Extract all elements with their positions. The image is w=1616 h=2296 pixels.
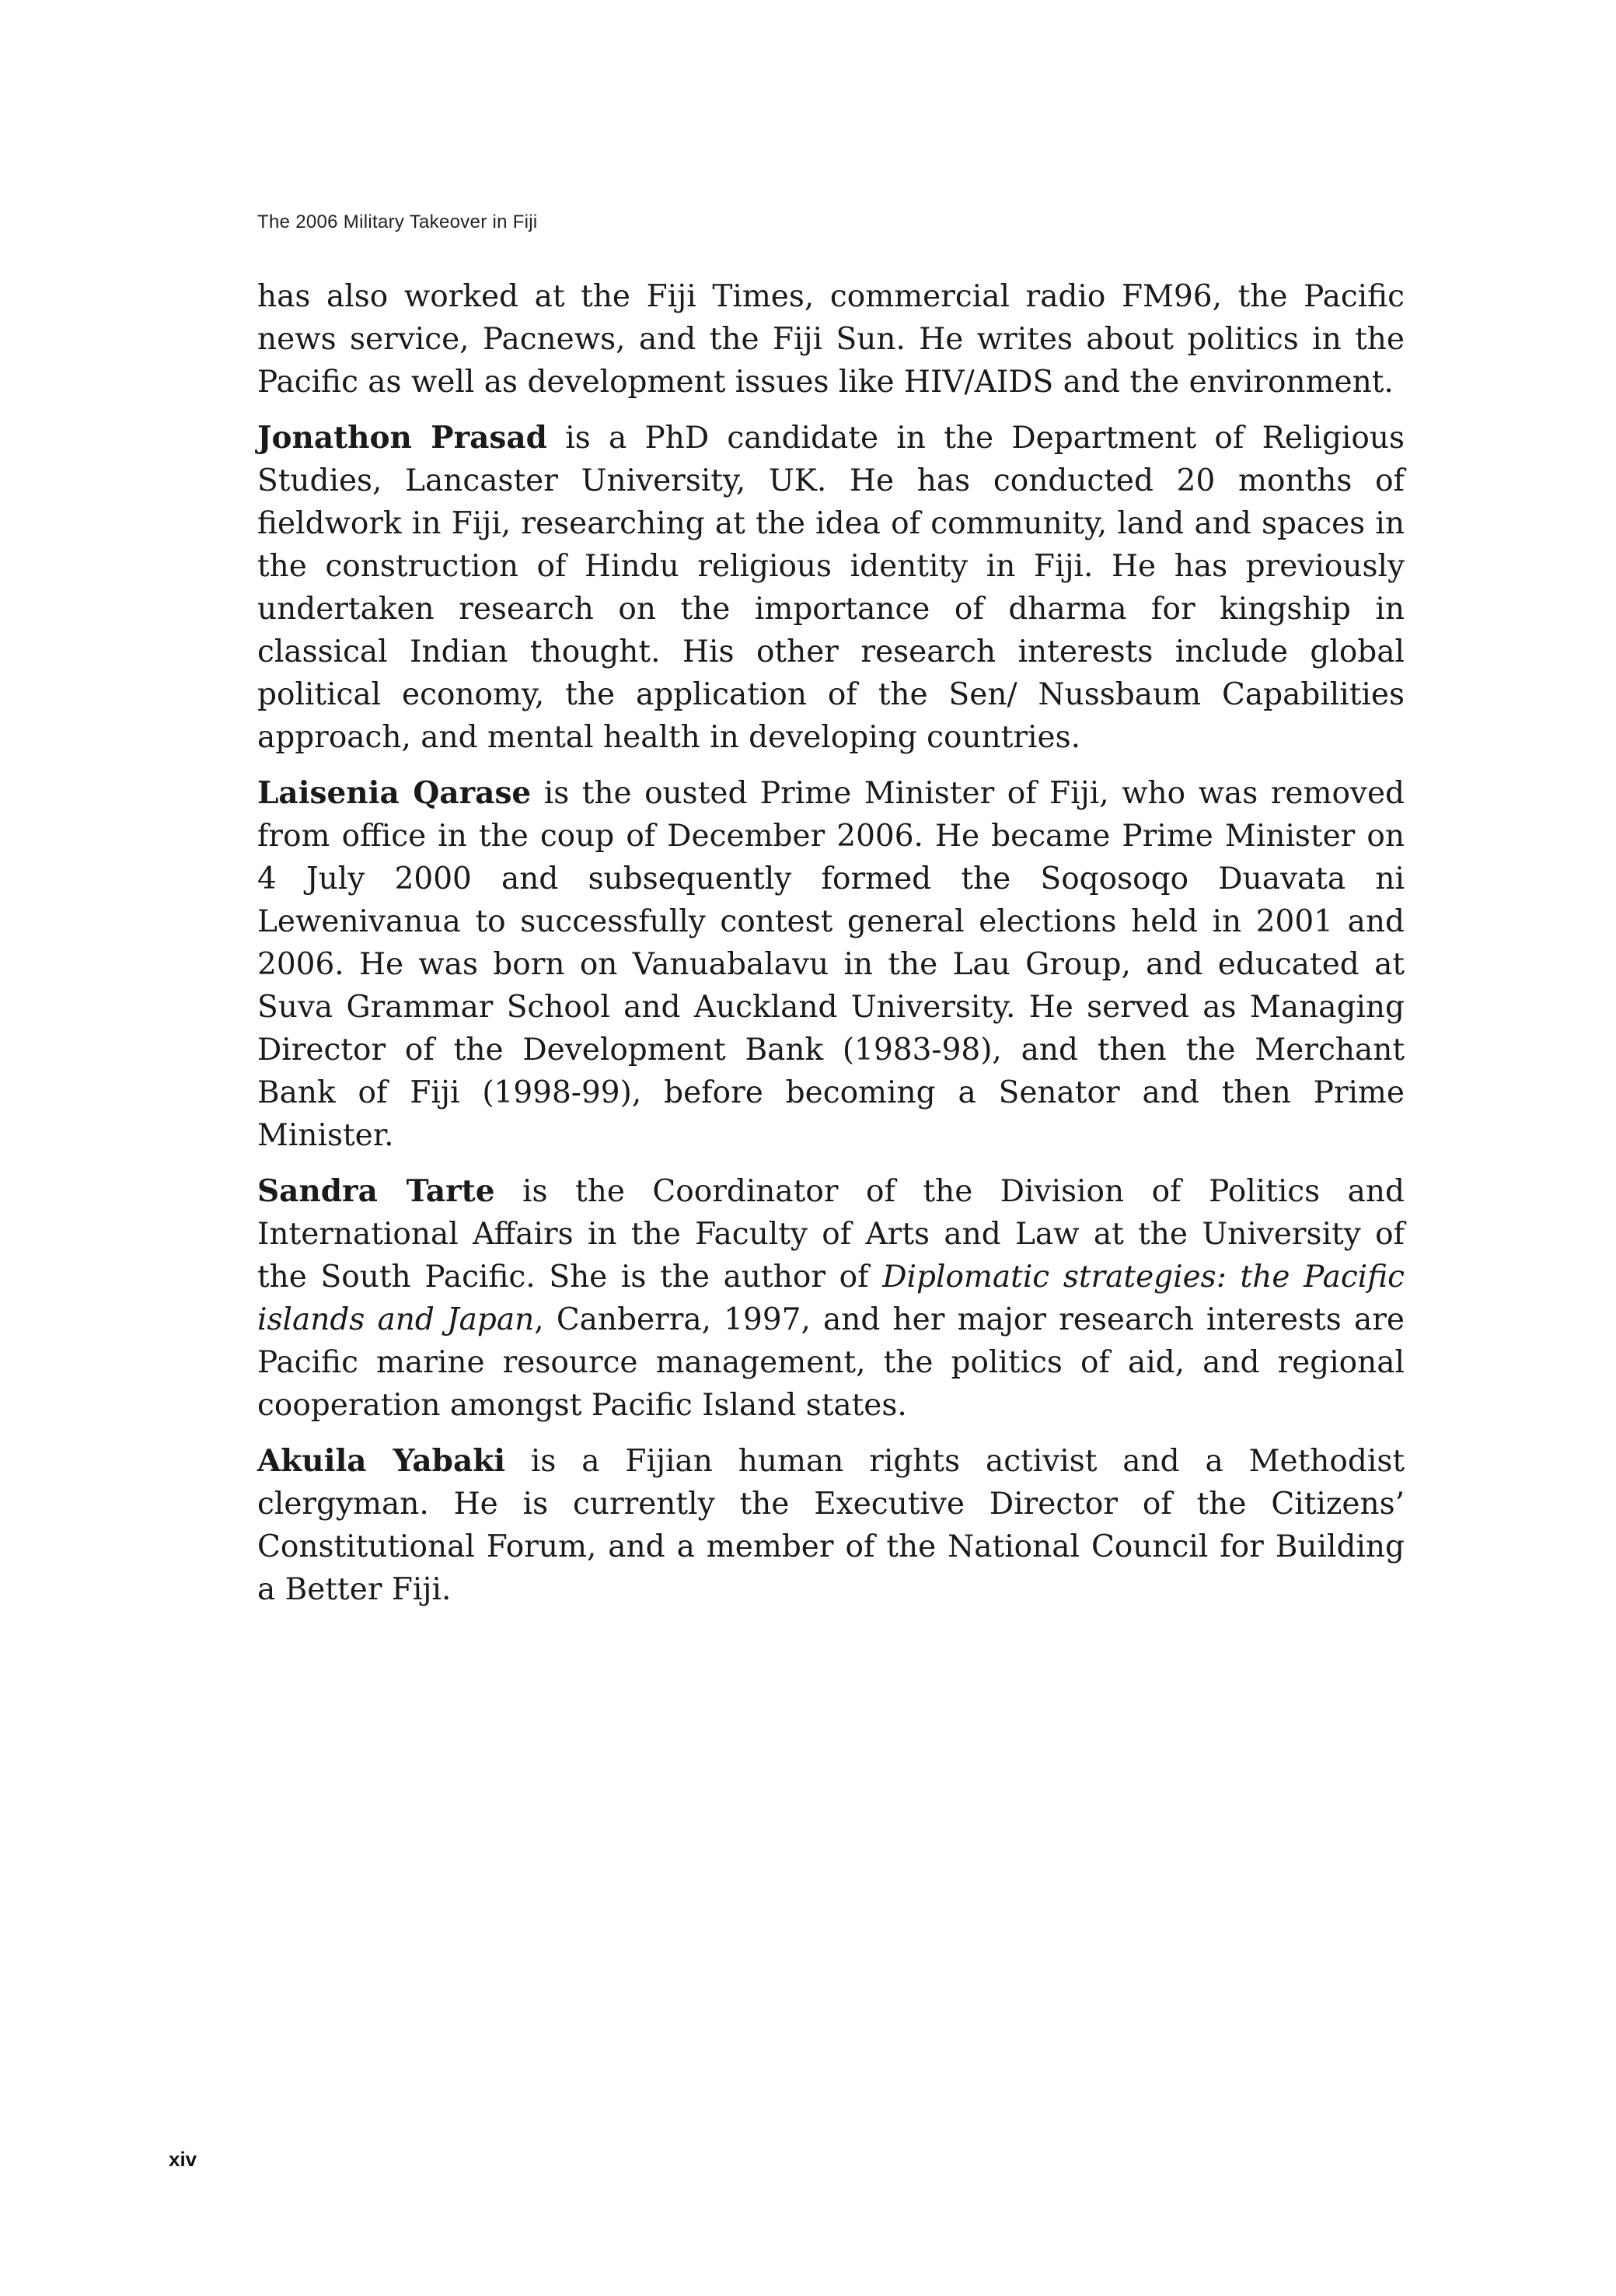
contributor-bio: is the Coordinator of the Division of Politics and International Affairs in the Faculty of Arts and Law at the University of the South Pacific. She is the author of xyxy=(257,1174,1405,1295)
paragraph-continuation xyxy=(257,275,1405,404)
contributor-name: Akuila Yabaki xyxy=(257,1443,506,1479)
contributor-entry-qarase xyxy=(257,772,1405,1157)
contributor-entry-yabaki xyxy=(257,1440,1405,1611)
contributor-name: Laisenia Qarase xyxy=(257,775,532,811)
running-header: The 2006 Military Takeover in Fiji xyxy=(257,211,538,232)
contributor-entry-prasad xyxy=(257,417,1405,759)
contributor-bio-continued: , Canberra, 1997, and her major research interests are Pacific marine resource management, the politics of aid, and regional cooperation amongst Pacific Island states. xyxy=(257,1302,1405,1423)
contributor-bio: is a PhD candidate in the Department of Religious Studies, Lancaster University, UK. He has conducted 20 months of fieldwork in Fiji, researching at the idea of community, land and spaces in the construction of Hindu religious identity in Fiji. He has previously undertaken research on the importance of dharma for kingship in classical Indian thought. His other research interests include global political economy, the application of the Sen/ Nussbaum Capabilities approach, and mental health in developing countries. xyxy=(257,421,1405,755)
contributor-name: Jonathon Prasad xyxy=(257,420,547,456)
contributor-bio: is a Fijian human rights activist and a Methodist clergyman. He is currently the Executive Director of the Citizens’ Constitutional Forum, and a member of the National Council for Building a Better Fiji. xyxy=(257,1444,1405,1607)
book-title: Diplomatic strategies: the Pacific islands and Japan xyxy=(257,1260,1405,1337)
contributor-name: Sandra Tarte xyxy=(257,1173,495,1209)
contributor-bio: is the ousted Prime Minister of Fiji, who was removed from office in the coup of December 2006. He became Prime Minister on 4 July 2000 and subsequently formed the Soqosoqo Duavata ni Lewenivanua to successfully contest general elections held in 2001 and 2006. He was born on Vanuabalavu in the Lau Group, and educated at Suva Grammar School and Auckland University. He served as Managing Director of the Development Bank (1983-98), and then the Merchant Bank of Fiji (1998-99), before becoming a Senator and then Prime Minister. xyxy=(257,776,1405,1153)
paragraph-text: has also worked at the Fiji Times, commercial radio FM96, the Pacific news service, Pacnews, and the Fiji Sun. He writes about politics in the Pacific as well as development issues like HIV/AIDS and the environment. xyxy=(257,279,1405,400)
contributor-entry-tarte xyxy=(257,1170,1405,1427)
page-number: xiv xyxy=(169,2147,197,2171)
contributors-text xyxy=(257,275,1405,1624)
